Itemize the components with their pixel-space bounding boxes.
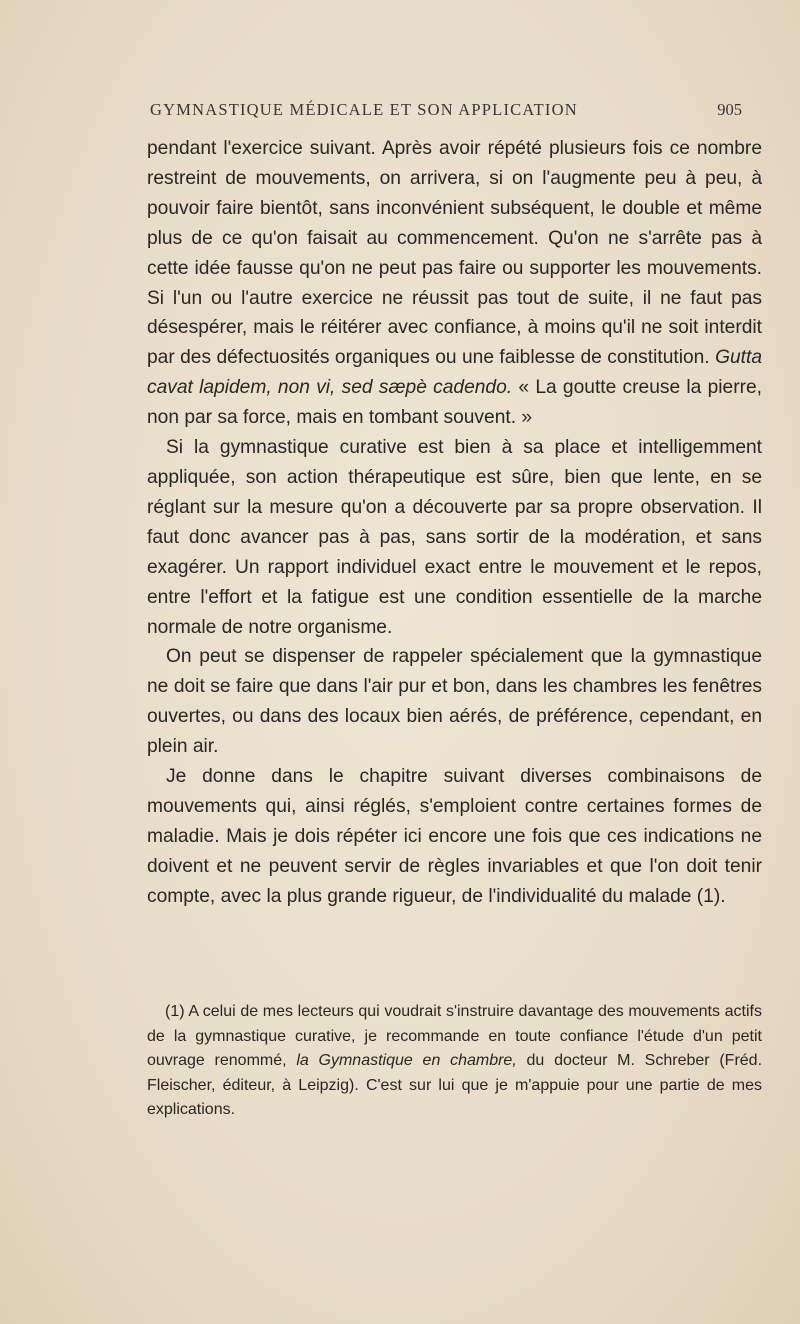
- footnote-start: (1) A celui de mes lecteurs qui voudrait s'instruire davantage des mouvements actifs de la gymnastique curative, je recommande en toute confiance l'étude d'un petit ouvrage renommé,: [147, 1003, 762, 1070]
- footnote: [147, 1000, 762, 1123]
- footnote-book-title: la Gymnastique en chambre,: [296, 1052, 517, 1070]
- paragraph-4: Je donne dans le chapitre suivant diverses combinaisons de mouvements qui, ainsi réglés, s'emploient contre certaines formes de maladie. Mais je dois répéter ici encore une fois que ces indications ne doivent et ne peuvent servir de règles invariables et que l'on doit tenir compte, avec la plus grande rigueur, de l'individualité du malade (1).: [147, 766, 762, 907]
- latin-proverb: Gutta cavat lapidem, non vi, sed sæpè cadendo.: [147, 347, 762, 399]
- paragraph-1-text: pendant l'exercice suivant. Après avoir répété plusieurs fois ce nombre restreint de mouvements, on arrivera, si on l'augmente peu à peu, à pouvoir faire bientôt, sans inconvénient subséquent, le double et même plus de ce qu'on faisait au commencement. Qu'on ne s'arrête pas à cette idée fausse qu'on ne peut pas faire ou supporter les mouvements. Si l'un ou l'autre exercice ne réussit pas tout de suite, il ne faut pas désespérer, mais le réitérer avec confiance, à moins qu'il ne soit interdit par des défectuosités organiques ou une faiblesse de constitution.: [147, 138, 762, 369]
- paragraph-1: [147, 134, 762, 433]
- page-number: 905: [717, 100, 742, 119]
- footnote-1: [147, 1000, 762, 1123]
- footnote-end: du docteur M. Schreber (Fréd. Fleischer, éditeur, à Leipzig). C'est sur lui que je m'appuie pour une partie de mes explications.: [147, 1052, 763, 1119]
- running-head-title: GYMNASTIQUE MÉDICALE ET SON APPLICATION: [150, 100, 578, 119]
- main-text: [147, 134, 762, 912]
- paragraph-3: On peut se dispenser de rappeler spécialement que la gymnastique ne doit se faire que dans l'air pur et bon, dans les chambres les fenêtres ouvertes, ou dans des locaux bien aérés, de préférence, cependant, en plein air.: [147, 646, 762, 758]
- proverb-translation: « La goutte creuse la pierre, non par sa force, mais en tombant souvent. »: [147, 377, 762, 429]
- paragraph-2: Si la gymnastique curative est bien à sa place et intelligemment appliquée, son action thérapeutique est sûre, bien que lente, en se réglant sur la mesure qu'on a découverte par sa propre observation. Il faut donc avancer pas à pas, sans sortir de la modération, et sans exagérer. Un rapport individuel exact entre le mouvement et le repos, entre l'effort et la fatigue est une condition essentielle de la marche normale de notre organisme.: [147, 437, 762, 638]
